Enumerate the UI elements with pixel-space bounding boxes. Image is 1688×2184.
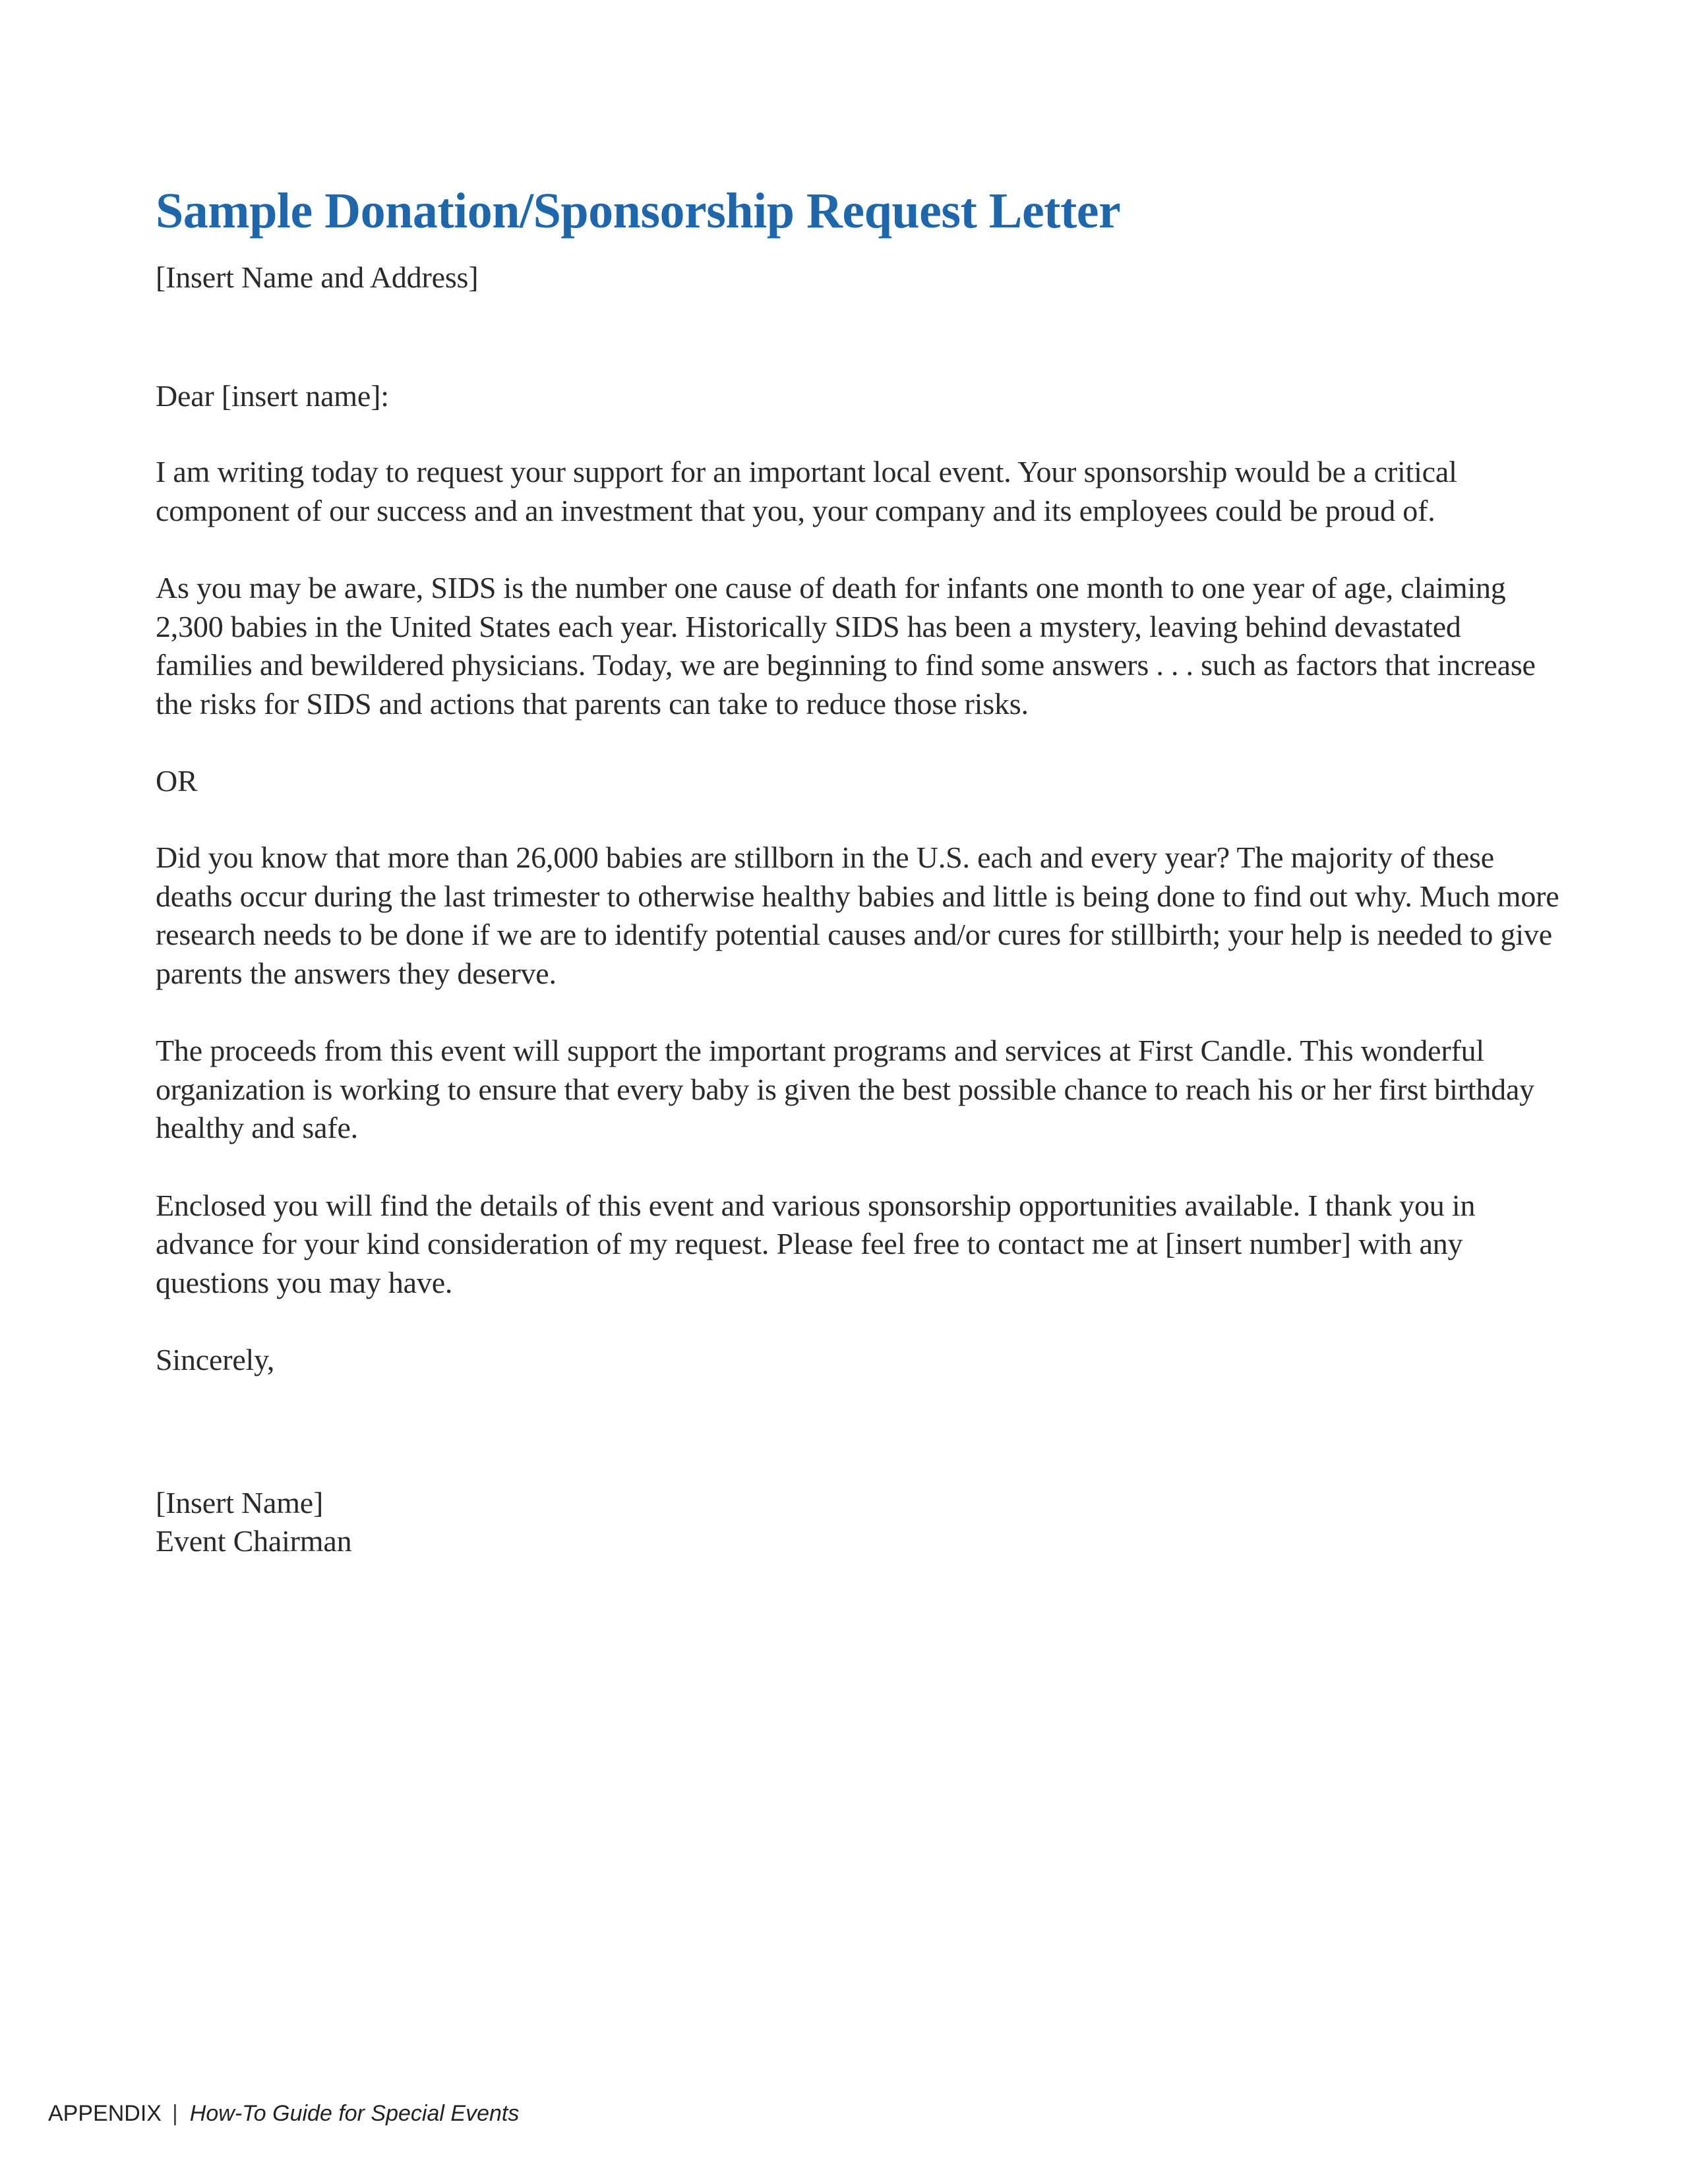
paragraph-enclosed: Enclosed you will find the details of this event and various sponsorship opportunities available. I thank you in advance for your kind consideration of my request. Please feel free to contact me at [insert number] with any questions you may have.: [156, 1188, 1476, 1299]
paragraph-or: OR: [156, 764, 198, 798]
paragraph-proceeds: The proceeds from this event will support the important programs and services at First Candle. This wonderful organization is working to ensure that every baby is given the best possible chance to reach his or her first birthday healthy and safe.: [156, 1034, 1534, 1144]
letter-body: [156, 178, 1560, 1560]
address-placeholder: [Insert Name and Address]: [156, 260, 479, 294]
closing: Sincerely,: [156, 1343, 275, 1376]
paragraph-request: I am writing today to request your support for an important local event. Your sponsorship would be a critical component of our success and an investment that you, your company and its employees could be proud of.: [156, 455, 1457, 527]
signature-name: [Insert Name]: [156, 1486, 324, 1520]
footer-separator: |: [171, 2101, 178, 2126]
footer-guide-title: How-To Guide for Special Events: [189, 2101, 520, 2126]
paragraph-stillbirth: Did you know that more than 26,000 babies are stillborn in the U.S. each and every year? The majority of these deaths occur during the last trimester to otherwise healthy babies and little is being done to find out why. Much more research needs to be done if we are to identify potential causes and/or cures for stillbirth; your help is needed to give parents the answers they deserve.: [156, 841, 1559, 990]
salutation: Dear [insert name]:: [156, 379, 389, 413]
page-footer: [48, 2100, 519, 2127]
footer-section: APPENDIX: [48, 2101, 162, 2126]
document-title: Sample Donation/Sponsorship Request Letter: [156, 183, 1121, 239]
paragraph-sids: As you may be aware, SIDS is the number one cause of death for infants one month to one year of age, claiming 2,300 babies in the United States each year. Historically SIDS has been a mystery, leaving behind devastated families and bewildered physicians. Today, we are beginning to find some answers . . . such as factors that increase the risks for SIDS and actions that parents can take to reduce those risks.: [156, 571, 1536, 721]
signature-title: Event Chairman: [156, 1524, 352, 1558]
